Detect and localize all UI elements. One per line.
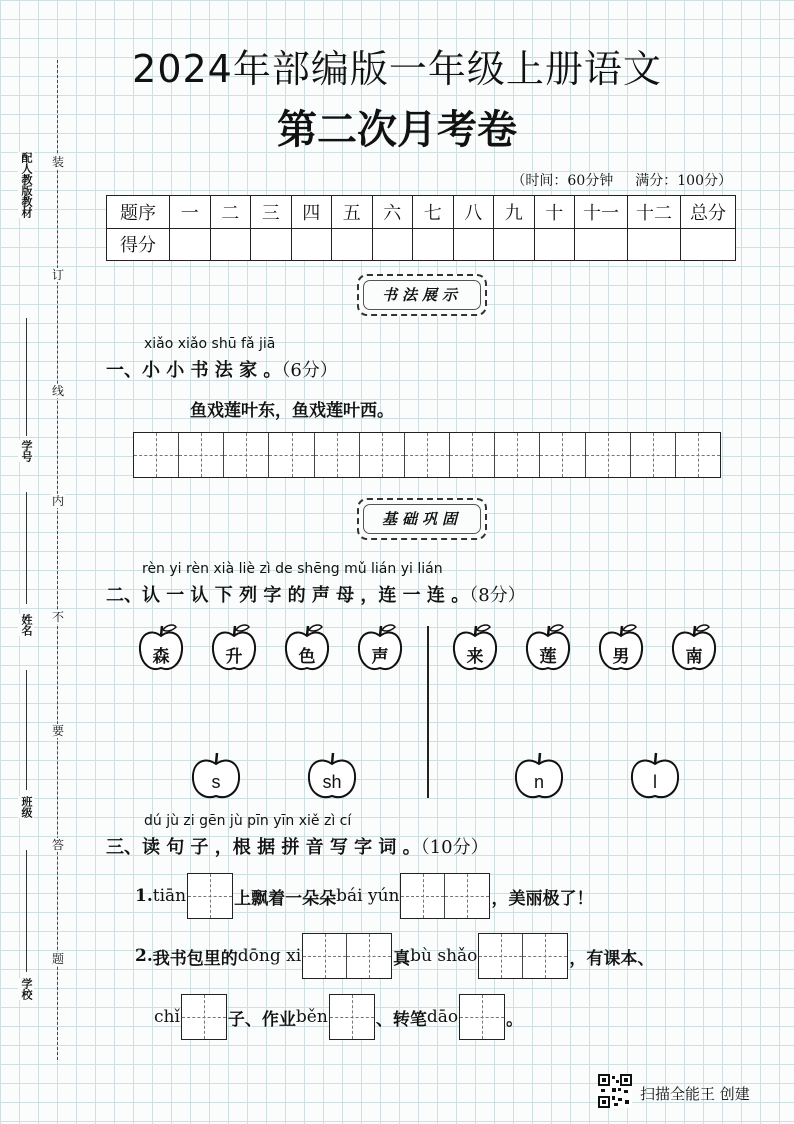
writing-grid[interactable] [133,432,721,478]
q1-sentence: 鱼戏莲叶东，鱼戏莲叶西。 [190,401,394,421]
apple-character[interactable] [210,622,258,674]
binding-char: 题 [51,952,64,966]
q3-pinyin: dú jù zi gēn jù pīn yīn xiě zì cí [144,813,352,829]
apple-initial-label: sh [322,772,342,792]
class-label: 班级 [20,796,33,818]
pinyin-prompt: bù shǎo [410,946,478,966]
sentence-text: 、转笔 [375,1009,427,1030]
apple-char-label: 南 [685,647,703,667]
writing-cell[interactable] [450,433,495,477]
writing-cell[interactable] [269,433,314,477]
writing-cell[interactable] [676,433,720,477]
footer-credit: 扫描全能王 创建 [640,1085,750,1103]
answer-box[interactable] [478,933,568,979]
writing-cell[interactable] [631,433,676,477]
apple-char-label: 男 [612,647,630,667]
apple-initial[interactable] [513,750,565,802]
full-score: 满分：100分） [635,173,732,189]
table-cell: 九 [494,196,535,229]
textbook-label: 配人教版教材 [20,152,33,218]
binding-char: 装 [51,155,64,169]
apple-character[interactable] [524,622,572,674]
exam-title: 2024年部编版一年级上册语文 [132,47,662,91]
sentence-text: 真 [393,948,411,969]
sentence-text: 我书包里的 [152,948,238,969]
q3-line-3 [154,994,523,1040]
sentence-text: 。 [506,1009,524,1030]
pinyin-prompt: tiān [152,886,187,906]
apple-character[interactable] [451,622,499,674]
student-id-blank[interactable] [26,318,27,436]
apple-character[interactable] [137,622,185,674]
pinyin-prompt: běn [295,1007,328,1027]
binding-line [57,60,58,1060]
writing-cell[interactable] [586,433,631,477]
apple-character[interactable] [670,622,718,674]
binding-char: 要 [51,724,64,738]
score-input-cell[interactable] [413,228,454,261]
sentence-text: ，有课本、 [569,948,655,969]
item-number: 1. [135,886,153,906]
table-cell: 总分 [681,196,736,229]
binding-char: 线 [51,384,64,398]
q3-line-2 [135,933,654,979]
school-label: 学校 [20,978,33,1000]
q1-points: （6分） [281,360,338,381]
q2-title: 二、认 一 认 下 列 字 的 声 母 ，连 一 连 。 [106,585,470,606]
section-badge-basics: 基础巩固 [357,498,487,540]
table-cell: 四 [291,196,332,229]
answer-box[interactable] [187,873,233,919]
table-cell: 三 [251,196,292,229]
score-table-header-row [107,196,736,229]
apple-char-label: 色 [298,647,316,667]
binding-char: 答 [51,838,64,852]
score-input-cell[interactable] [628,228,681,261]
table-cell: 八 [453,196,494,229]
apple-character[interactable] [283,622,331,674]
score-input-cell[interactable] [372,228,413,261]
apple-char-label: 莲 [539,647,557,667]
table-cell: 二 [210,196,251,229]
school-blank[interactable] [26,850,27,972]
pinyin-prompt: chǐ [154,1007,180,1027]
score-input-cell[interactable] [210,228,251,261]
score-input-cell[interactable] [251,228,292,261]
sentence-text: 子、作业 [227,1009,296,1030]
exam-info [511,170,732,190]
writing-cell[interactable] [360,433,405,477]
exam-subtitle: 第二次月考卷 [277,107,517,153]
score-input-cell[interactable] [494,228,535,261]
apple-initial[interactable] [629,750,681,802]
apple-initial[interactable] [306,750,358,802]
apple-initial[interactable] [190,750,242,802]
q3-points: （10分） [420,837,489,858]
q3-line-1 [135,873,593,919]
writing-cell[interactable] [134,433,179,477]
writing-cell[interactable] [540,433,585,477]
score-input-cell[interactable] [291,228,332,261]
pinyin-prompt: dāo [426,1007,459,1027]
apple-character[interactable] [356,622,404,674]
divider-line [427,626,429,798]
answer-box[interactable] [459,994,505,1040]
table-cell: 题序 [107,196,170,229]
q2-pinyin: rèn yi rèn xià liè zì de shēng mǔ lián yi lián [142,561,443,577]
writing-cell[interactable] [405,433,450,477]
apple-initial-label: s [211,772,221,792]
score-input-cell[interactable] [170,228,211,261]
table-cell: 七 [413,196,454,229]
writing-cell[interactable] [224,433,269,477]
score-table [106,195,736,261]
pinyin-prompt: bái yún [336,886,400,906]
class-blank[interactable] [26,670,27,790]
binding-char: 订 [51,268,64,282]
answer-box[interactable] [400,873,490,919]
table-cell: 十 [534,196,575,229]
table-cell: 一 [170,196,211,229]
writing-cell[interactable] [179,433,224,477]
section-badge-calligraphy: 书法展示 [357,274,487,316]
score-input-cell[interactable] [534,228,575,261]
apple-char-label: 升 [225,647,243,667]
sentence-text: ，美丽极了！ [491,888,594,909]
table-cell: 十二 [628,196,681,229]
answer-box[interactable] [329,994,375,1040]
table-cell: 五 [332,196,373,229]
score-input-cell[interactable] [681,228,736,261]
q1-pinyin: xiǎo xiǎo shū fǎ jiā [144,336,276,352]
score-input-cell[interactable] [453,228,494,261]
pinyin-prompt: dōng xi [237,946,302,966]
apple-initial-label: l [653,772,657,792]
item-number: 2. [135,946,153,966]
binding-char: 内 [51,494,64,508]
apple-char-label: 森 [152,647,170,667]
time-limit: （时间：60分钟 [511,173,614,189]
sentence-text: 上飘着一朵朵 [234,888,337,909]
answer-box[interactable] [302,933,392,979]
table-cell: 十一 [575,196,628,229]
q1-title: 一、小 小 书 法 家 。 [106,360,282,381]
apple-initial-label: n [533,772,544,792]
name-blank[interactable] [26,492,27,604]
score-input-cell[interactable] [575,228,628,261]
student-id-label: 学号 [20,440,33,462]
q3-title: 三、读 句 子 ，根 据 拼 音 写 字 词 。 [106,837,421,858]
name-label: 姓名 [20,614,33,636]
score-table-score-row [107,228,736,261]
apple-char-label: 声 [371,647,389,667]
qr-code-icon [598,1074,632,1108]
apple-character[interactable] [597,622,645,674]
q3-heading [106,833,489,859]
writing-cell[interactable] [495,433,540,477]
score-input-cell[interactable] [332,228,373,261]
binding-char: 不 [51,610,64,624]
apple-char-label: 来 [466,647,484,667]
q1-heading [106,356,338,382]
answer-box[interactable] [181,994,227,1040]
table-cell: 六 [372,196,413,229]
q2-heading [106,581,526,607]
writing-cell[interactable] [315,433,360,477]
q2-points: （8分） [469,585,526,606]
table-cell: 得分 [107,228,170,261]
